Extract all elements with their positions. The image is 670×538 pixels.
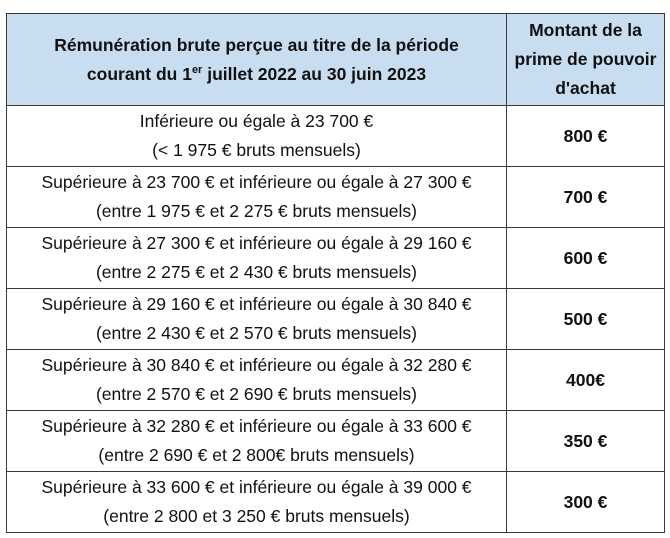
range-line2: (entre 1 975 € et 2 275 € bruts mensuels) (95, 201, 418, 221)
header-montant-line2: prime de pouvoir (514, 49, 657, 69)
range-line1: Inférieure ou égale à 23 700 € (139, 111, 374, 131)
range-line1: Supérieure à 29 160 € et inférieure ou égale à 30 840 € (41, 294, 472, 314)
header-remuneration-line1: Rémunération brute perçue au titre de la période (54, 34, 459, 55)
header-remuneration-line2 (7, 60, 506, 89)
range-line1: Supérieure à 23 700 € et inférieure ou égale à 27 300 € (41, 172, 472, 192)
range-line2: (entre 2 570 € et 2 690 € bruts mensuels) (95, 384, 418, 404)
range-line1: Supérieure à 27 300 € et inférieure ou égale à 29 160 € (41, 233, 472, 253)
header-line2-sup: er (191, 63, 203, 76)
table-row (7, 167, 665, 228)
header-montant-line1: Montant de la (529, 20, 642, 40)
amount-cell: 350 € (507, 411, 665, 472)
table-row (7, 350, 665, 411)
range-cell (7, 472, 507, 533)
table-row (7, 228, 665, 289)
header-line2-post: juillet 2022 au 30 juin 2023 (202, 63, 427, 84)
header-montant (507, 14, 665, 106)
range-cell (7, 106, 507, 167)
header-montant-line3: d'achat (555, 78, 616, 98)
table-header-row (7, 14, 665, 106)
range-cell (7, 228, 507, 289)
amount-cell: 600 € (507, 228, 665, 289)
amount-cell: 500 € (507, 289, 665, 350)
table-row (7, 106, 665, 167)
range-line2: (< 1 975 € bruts mensuels) (152, 140, 361, 160)
range-line2: (entre 2 800 et 3 250 € bruts mensuels) (103, 506, 410, 526)
amount-cell: 400€ (507, 350, 665, 411)
range-line1: Supérieure à 30 840 € et inférieure ou égale à 32 280 € (41, 355, 472, 375)
range-cell (7, 167, 507, 228)
table-row (7, 411, 665, 472)
header-remuneration (7, 14, 507, 106)
table-row (7, 472, 665, 533)
amount-cell: 700 € (507, 167, 665, 228)
header-line2-pre: courant du 1 (86, 63, 192, 84)
range-cell (7, 289, 507, 350)
range-cell (7, 350, 507, 411)
amount-cell: 800 € (507, 106, 665, 167)
amount-cell: 300 € (507, 472, 665, 533)
range-line2: (entre 2 430 € et 2 570 € bruts mensuels) (95, 323, 418, 343)
range-line1: Supérieure à 32 280 € et inférieure ou égale à 33 600 € (41, 416, 472, 436)
table-row (7, 289, 665, 350)
range-line2: (entre 2 690 € et 2 800€ bruts mensuels) (98, 445, 415, 465)
range-line1: Supérieure à 33 600 € et inférieure ou égale à 39 000 € (41, 477, 472, 497)
prime-table (6, 13, 665, 533)
range-line2: (entre 2 275 € et 2 430 € bruts mensuels) (95, 262, 418, 282)
range-cell (7, 411, 507, 472)
